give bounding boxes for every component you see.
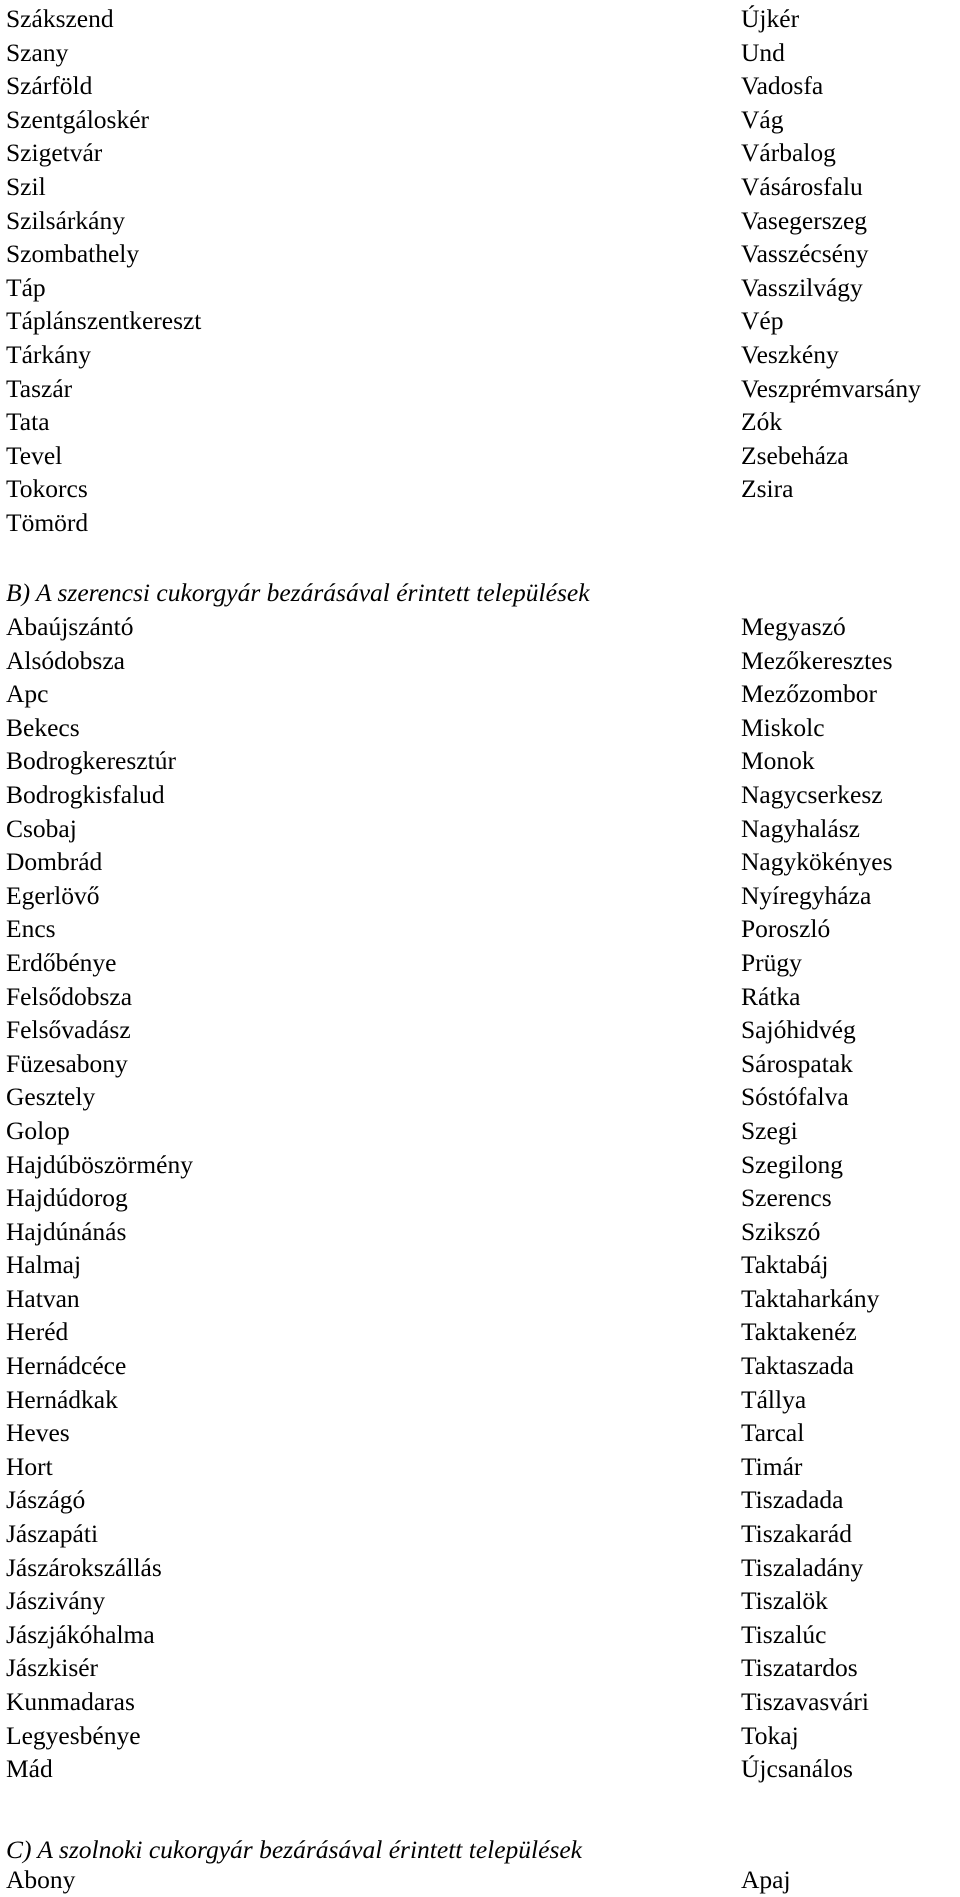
settlement-name: Taktaharkány <box>741 1283 880 1313</box>
settlement-name: Alsódobsza <box>6 645 125 675</box>
settlement-name: Egerlövő <box>6 880 100 910</box>
settlement-name: Zók <box>741 407 783 437</box>
settlement-name: Táp <box>6 272 46 302</box>
settlement-name: Tata <box>6 407 50 437</box>
settlement-name: Szikszó <box>741 1216 821 1246</box>
settlement-name: Tokaj <box>741 1720 799 1750</box>
settlement-name: Tevel <box>6 440 63 470</box>
settlement-name: Jászárokszállás <box>6 1552 162 1582</box>
settlement-name: Hernádkak <box>6 1384 118 1414</box>
section-c-left-column <box>6 1863 75 1897</box>
settlement-name: Jászkisér <box>6 1653 99 1683</box>
settlement-name: Gesztely <box>6 1082 96 1112</box>
settlement-name: Mezőkeresztes <box>741 645 893 675</box>
settlement-name: Hajdúnánás <box>6 1216 127 1246</box>
settlement-name: Sárospatak <box>741 1048 853 1078</box>
settlement-name: Szegi <box>741 1115 798 1145</box>
settlement-name: Szákszend <box>6 4 114 33</box>
settlement-name: Tiszadada <box>741 1485 844 1515</box>
settlement-name: Rátka <box>741 981 801 1011</box>
section-b-left-column <box>6 610 193 1786</box>
settlement-name: Kunmadaras <box>6 1687 135 1716</box>
settlement-name: Taktaszada <box>741 1351 854 1381</box>
section-a-right-column <box>741 2 921 506</box>
settlement-name: Felsővadász <box>6 1015 131 1045</box>
settlement-name: Tömörd <box>6 507 89 537</box>
settlement-name: Apc <box>6 679 49 709</box>
settlement-name: Várbalog <box>741 138 836 168</box>
settlement-name: Tiszalök <box>741 1586 828 1616</box>
settlement-name: Megyaszó <box>741 612 846 641</box>
settlement-name: Veszkény <box>741 339 839 369</box>
settlement-name: Erdőbénye <box>6 947 117 977</box>
settlement-name: Hajdúdorog <box>6 1183 128 1213</box>
section-c-right-column <box>741 1863 791 1897</box>
settlement-name: Und <box>741 37 785 67</box>
settlement-name: Jászivány <box>6 1586 106 1616</box>
settlement-name: Hajdúböszörmény <box>6 1149 193 1179</box>
settlement-name: Golop <box>6 1115 70 1145</box>
settlement-name: Jászapáti <box>6 1519 99 1549</box>
settlement-name: Tarcal <box>741 1418 805 1448</box>
settlement-name: Szigetvár <box>6 138 103 168</box>
settlement-name: Vadosfa <box>741 71 824 101</box>
settlement-name: Heréd <box>6 1317 69 1347</box>
settlement-name: Veszprémvarsány <box>741 373 921 403</box>
settlement-name: Felsődobsza <box>6 981 133 1011</box>
settlement-name: Taktabáj <box>741 1250 829 1280</box>
settlement-name: Hernádcéce <box>6 1351 127 1381</box>
settlement-name: Újkér <box>741 4 800 33</box>
settlement-name: Zsira <box>741 474 794 504</box>
settlement-name: Taszár <box>6 373 73 403</box>
settlement-name: Mád <box>6 1754 53 1784</box>
settlement-name: Tállya <box>741 1384 807 1414</box>
settlement-name: Szárföld <box>6 71 93 101</box>
settlement-name: Tokorcs <box>6 474 88 504</box>
settlement-name: Nagycserkesz <box>741 779 883 809</box>
settlement-name: Bekecs <box>6 712 80 742</box>
settlement-name: Szentgáloskér <box>6 104 150 134</box>
settlement-name: Szombathely <box>6 239 140 269</box>
settlement-name: Vasegerszeg <box>741 205 868 235</box>
settlement-name: Szerencs <box>741 1183 832 1213</box>
settlement-name: Vág <box>741 104 784 134</box>
settlement-name: Nagyhalász <box>741 813 860 843</box>
section-b-heading: B) A szerencsi cukorgyár bezárásával érintett települések <box>6 578 590 607</box>
settlement-name: Apaj <box>741 1865 791 1894</box>
section-c-heading: C) A szolnoki cukorgyár bezárásával érintett települések <box>6 1835 583 1864</box>
settlement-name: Abony <box>6 1865 76 1894</box>
settlement-name: Hatvan <box>6 1283 80 1313</box>
settlement-name: Vásárosfalu <box>741 171 863 201</box>
settlement-name: Monok <box>741 746 815 776</box>
settlement-name: Bodrogkeresztúr <box>6 746 176 776</box>
settlement-name: Legyesbénye <box>6 1720 141 1750</box>
settlement-name: Encs <box>6 914 56 944</box>
settlement-name: Jászágó <box>6 1485 86 1515</box>
settlement-name: Vasszilvágy <box>741 272 863 302</box>
settlement-name: Tárkány <box>6 339 91 369</box>
settlement-name: Tiszavasvári <box>741 1687 869 1716</box>
settlement-name: Sóstófalva <box>741 1082 849 1112</box>
settlement-name: Szilsárkány <box>6 205 125 235</box>
settlement-name: Füzesabony <box>6 1048 128 1078</box>
settlement-name: Újcsanálos <box>741 1754 853 1784</box>
settlement-name: Jászjákóhalma <box>6 1619 155 1649</box>
settlement-name: Heves <box>6 1418 70 1448</box>
settlement-name: Szil <box>6 171 46 201</box>
settlement-name: Bodrogkisfalud <box>6 779 165 809</box>
settlement-name: Abaújszántó <box>6 612 134 641</box>
settlement-name: Zsebeháza <box>741 440 849 470</box>
settlement-name: Sajóhidvég <box>741 1015 856 1045</box>
section-a-left-column <box>6 2 201 540</box>
settlement-name: Szegilong <box>741 1149 843 1179</box>
settlement-name: Csobaj <box>6 813 77 843</box>
settlement-name: Táplánszentkereszt <box>6 306 202 336</box>
settlement-name: Vasszécsény <box>741 239 869 269</box>
settlement-name: Nagykökényes <box>741 847 893 877</box>
settlement-name: Taktakenéz <box>741 1317 857 1347</box>
settlement-name: Miskolc <box>741 712 825 742</box>
settlement-name: Vép <box>741 306 784 336</box>
settlement-name: Timár <box>741 1451 803 1481</box>
settlement-name: Tiszakarád <box>741 1519 852 1549</box>
section-b-right-column <box>741 610 893 1786</box>
settlement-name: Tiszatardos <box>741 1653 858 1683</box>
settlement-name: Halmaj <box>6 1250 82 1280</box>
settlement-name: Dombrád <box>6 847 103 877</box>
settlement-name: Nyíregyháza <box>741 880 872 910</box>
settlement-name: Hort <box>6 1451 53 1481</box>
settlement-name: Tiszalúc <box>741 1619 827 1649</box>
settlement-name: Poroszló <box>741 914 831 944</box>
settlement-name: Tiszaladány <box>741 1552 864 1582</box>
settlement-name: Mezőzombor <box>741 679 877 709</box>
settlement-name: Szany <box>6 37 69 67</box>
settlement-name: Prügy <box>741 947 802 977</box>
